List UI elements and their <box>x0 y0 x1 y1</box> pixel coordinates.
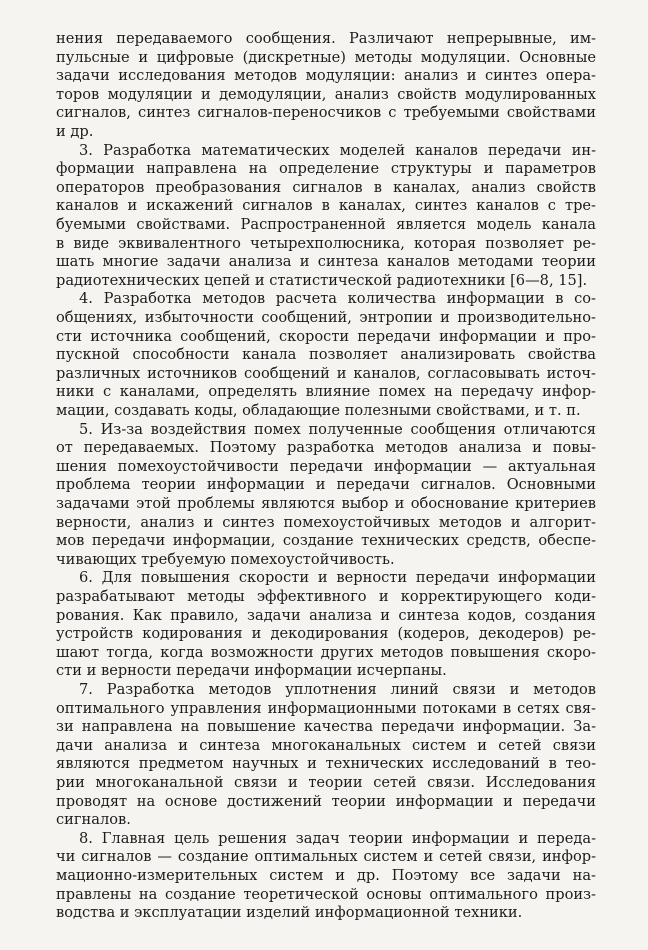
text-line: пульсные и цифровые (дискретные) методы модуляции. Основные <box>56 48 596 66</box>
text-line: общениях, избыточности сообщений, энтропии и производительно- <box>56 309 596 326</box>
text-line: рования. Как правило, задачи анализа и синтеза кодов, создания <box>56 606 596 624</box>
text-line: нения передаваемого сообщения. Различают непрерывные, им- <box>56 30 596 47</box>
text-line: в виде эквивалентного четырехполюсника, которая позволяет ре- <box>56 234 596 252</box>
text-line: от передаваемых. Поэтому разработка методов анализа и повы- <box>56 439 596 457</box>
text-line: чивающих требуемую помехоустойчивость. <box>56 550 395 568</box>
text-line: мации, создавать коды, обладающие полезными свойствами, и т. п. <box>56 402 581 419</box>
text-line: различных источников сообщений и каналов, согласовывать источ- <box>56 364 596 382</box>
text-line: проводят на основе достижений теории информации и передачи <box>56 792 596 810</box>
text-line: рии многоканальной связи и теории сетей связи. Исследования <box>56 774 596 791</box>
text-line: 3. Разработка математических моделей каналов передачи ин- <box>79 141 596 159</box>
text-line: 5. Из-за воздействия помех полученные сообщения отличаются <box>79 420 596 438</box>
text-line: радиотехнических цепей и статистической радиотехники [6—8, 15]. <box>56 271 588 289</box>
text-line: формации направлена на определение структуры и параметров <box>56 160 596 178</box>
text-line: шать многие задачи анализа и синтеза каналов методами теории <box>56 253 596 271</box>
text-line: оптимального управления информационными потоками в сетях свя- <box>56 699 596 717</box>
text-line: разрабатывают методы эффективного и корректирующего коди- <box>56 588 596 605</box>
text-line: 6. Для повышения скорости и верности передачи информации <box>79 569 596 587</box>
text-line: пускной способности канала позволяет анализировать свойства <box>56 346 596 364</box>
text-line: 8. Главная цель решения задач теории информации и переда- <box>79 829 596 847</box>
text-line: 4. Разработка методов расчета количества информации в со- <box>79 290 596 308</box>
text-line: шают тогда, когда возможности других методов повышения скоро- <box>56 643 596 661</box>
text-line: сигналов, синтез сигналов-переносчиков с требуемыми свойствами <box>56 104 596 122</box>
text-line: задачи исследования методов модуляции: анализ и синтез опера- <box>56 67 596 85</box>
text-line: ники с каналами, определять влияние помех на передачу инфор- <box>56 383 596 401</box>
text-line: буемыми свойствами. Распространенной является модель канала <box>56 216 596 233</box>
text-line: являются предметом научных и технических исследований в тео- <box>56 755 596 773</box>
text-line: мов передачи информации, создание технических средств, обеспе- <box>56 532 596 550</box>
text-line: мационно-измерительных систем и др. Поэтому все задачи на- <box>56 867 596 884</box>
text-line: водства и эксплуатации изделий информационной техники. <box>56 904 523 922</box>
text-line: шения помехоустойчивости передачи информации — актуальная <box>56 457 596 475</box>
text-line: и др. <box>56 123 94 140</box>
text-line: операторов преобразования сигналов в каналах, анализ свойств <box>56 178 596 196</box>
text-line: торов модуляции и демодуляции, анализ свойств модулированных <box>56 85 596 103</box>
text-line: сти и верности передачи информации исчерпаны. <box>56 662 447 680</box>
text-line: сигналов. <box>56 811 131 829</box>
text-line: верности, анализ и синтез помехоустойчивых методов и алгорит- <box>56 513 596 531</box>
text-line: сти источника сообщений, скорости передачи информации и про- <box>56 327 596 345</box>
text-line: дачи анализа и синтеза многоканальных систем и сетей связи <box>56 736 596 754</box>
text-line: устройств кодирования и декодирования (кодеров, декодеров) ре- <box>56 625 596 643</box>
text-line: задачами этой проблемы являются выбор и обоснование критериев <box>56 495 596 512</box>
text-line: чи сигналов — создание оптимальных систем и сетей связи, инфор- <box>56 848 596 866</box>
text-line: 7. Разработка методов уплотнения линий связи и методов <box>79 681 596 698</box>
text-line: зи направлена на повышение качества передачи информации. За- <box>56 718 596 736</box>
text-line: каналов и искажений сигналов в каналах, синтез каналов с тре- <box>56 197 596 215</box>
text-line: правлены на создание теоретической основы оптимального произ- <box>56 885 596 903</box>
text-line: проблема теории информации и передачи сигналов. Основными <box>56 476 596 494</box>
